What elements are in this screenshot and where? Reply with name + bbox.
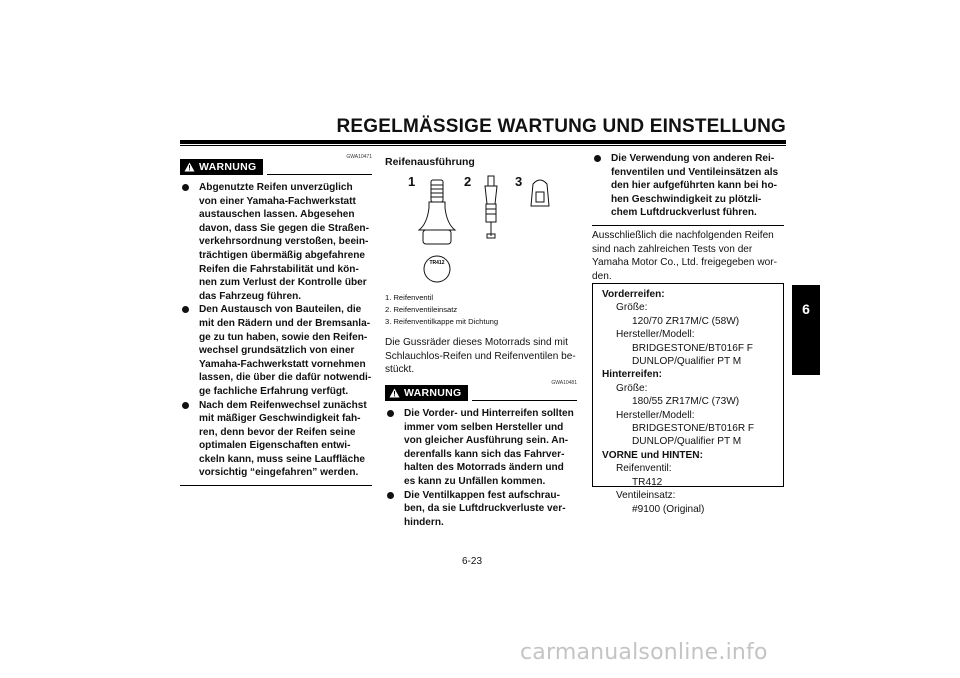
page-title: REGELMÄSSIGE WARTUNG UND EINSTELLUNG — [336, 116, 786, 137]
spec-value: TR412 — [632, 476, 663, 488]
warning-label: WARNUNG — [404, 387, 462, 399]
spec-value: DUNLOP/Qualifier PT M — [632, 356, 742, 368]
section-heading: Reifenausführung — [385, 156, 475, 168]
spec-front-heading: Vorderreifen: — [602, 289, 665, 300]
figure-number-3: 3 — [515, 174, 523, 189]
bullet-icon — [594, 155, 601, 162]
warning-end-rule — [180, 485, 372, 486]
bullet-icon — [182, 402, 189, 409]
warning-bullet-list — [180, 181, 372, 480]
bullet-icon — [387, 492, 394, 499]
spec-value: BRIDGESTONE/BT016F F — [632, 342, 753, 354]
warning-bullet-list — [385, 407, 577, 529]
figure-number-1: 1 — [408, 174, 416, 189]
warning-triangle-icon — [389, 388, 400, 398]
spec-label: Hersteller/Modell: — [616, 409, 695, 421]
spec-value: BRIDGESTONE/BT016R F — [632, 423, 755, 435]
list-item: Nach dem Reifenwechsel zunächst mit mäßiger Geschwindigkeit fah-ren, denn bevor der Reifen seine optimalen Eigenschaften entwi-ckeln kann, muss seine Lauffläche vorsichtig “eingefahren” werden. — [180, 399, 372, 481]
bullet-icon — [182, 184, 189, 191]
bullet-icon — [182, 306, 189, 313]
spec-value: 180/55 ZR17M/C (73W) — [632, 396, 740, 408]
spec-value: 120/70 ZR17M/C (58W) — [632, 315, 740, 327]
middle-warning-block — [385, 380, 577, 529]
list-item: Den Austausch von Bauteilen, die mit den Rädern und der Bremsanla-ge zu tun haben, sowie den Reifen-wechsel grundsätzlich von einer Yamaha-Fachwerkstatt vornehmen lassen, die über die dafür notwendi-ge fachliche Erfahrung verfügt. — [180, 303, 372, 398]
spec-label: Größe: — [616, 382, 648, 394]
warning-triangle-icon — [184, 162, 195, 172]
warning-bullet-list — [592, 152, 784, 220]
spec-label: Reifenventil: — [616, 463, 672, 475]
legend-item: 2. Reifenventileinsatz — [385, 305, 458, 314]
warning-code: GWA10481 — [551, 380, 577, 386]
title-rule — [180, 140, 786, 144]
spec-label: Größe: — [616, 302, 648, 314]
warning-label: WARNUNG — [199, 161, 257, 173]
right-warning-continuation — [592, 152, 784, 226]
warning-rule — [267, 174, 372, 175]
spec-both-heading: VORNE und HINTEN: — [602, 449, 703, 461]
spec-value: DUNLOP/Qualifier PT M — [632, 436, 742, 448]
tire-spec-box — [592, 283, 784, 515]
approved-tires-paragraph: Ausschließlich die nachfolgenden Reifen sind nach zahlreichen Tests von der Yamaha Motor Co., Ltd. freigegeben wor-den. — [592, 230, 777, 282]
title-rule-thin — [180, 145, 786, 146]
warning-badge — [180, 159, 263, 175]
valve-drawing-icon — [385, 168, 575, 288]
legend-item: 1. Reifenventil — [385, 293, 434, 302]
spec-rear-heading: Hinterreifen: — [602, 369, 663, 381]
cap-text: TR412 — [429, 260, 445, 266]
left-warning-block — [180, 154, 372, 486]
list-item: Abgenutzte Reifen unverzüglich von einer Yamaha-Fachwerkstatt austauschen lassen. Abgesehen davon, dass Sie gegen die Straßen-verkehrsordnung verstoßen, beein-trächtigen übermäßig abgefahrene Reifen die Fahrstabilität und kön-nen zum Verlust der Kontrolle über das Fahrzeug führen. — [180, 181, 372, 303]
figure-legend — [385, 292, 498, 328]
list-item: Die Vorder- und Hinterreifen sollten immer vom selben Hersteller und von gleicher Ausführung sein. An-derenfalls kann sich das Fahrver-halten des Motorrads ändern und es kann zu Unfällen kommen. — [385, 407, 577, 489]
warning-code: GWA10471 — [346, 154, 372, 160]
figure-number-2: 2 — [464, 174, 472, 189]
bullet-icon — [387, 410, 394, 417]
spec-label: Hersteller/Modell: — [616, 329, 695, 341]
warning-rule — [472, 400, 577, 401]
valve-figure — [385, 168, 575, 288]
chapter-tab: 6 — [792, 285, 820, 375]
list-item: Die Verwendung von anderen Rei-fenventilen und Ventileinsätzen als den hier aufgeführten kann bei ho-hen Geschwindigkeit zu plötzli-chem Luftdruckverlust führen. — [592, 152, 784, 220]
legend-item: 3. Reifenventilkappe mit Dichtung — [385, 317, 499, 326]
tubeless-paragraph: Die Gussräder dieses Motorrads sind mit Schlauchlos-Reifen und Reifenventilen be-stückt. — [385, 337, 576, 376]
spec-value: #9100 (Original) — [632, 503, 705, 515]
spec-label: Ventileinsatz: — [616, 490, 676, 502]
page-number: 6-23 — [462, 556, 483, 567]
warning-end-rule — [592, 225, 784, 226]
watermark: carmanualsonline.info — [520, 640, 768, 665]
warning-badge — [385, 385, 468, 401]
list-item: Die Ventilkappen fest aufschrau-ben, da sie Luftdruckverluste ver-hindern. — [385, 489, 577, 530]
